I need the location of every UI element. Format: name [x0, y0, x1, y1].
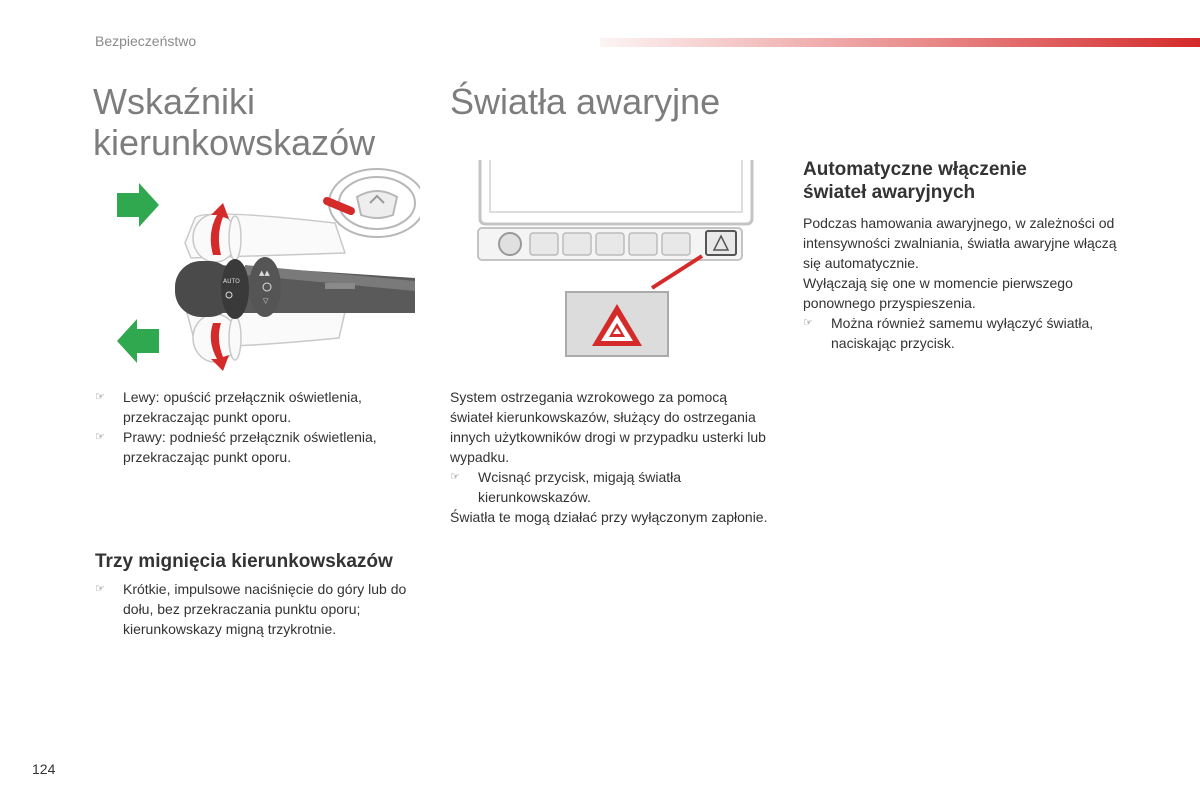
pointing-hand-icon: ☞ — [95, 583, 105, 595]
dash-button-5 — [662, 233, 690, 255]
turn-signal-instructions — [95, 387, 415, 467]
svg-text:▲▲: ▲▲ — [259, 269, 270, 277]
pointing-hand-icon: ☞ — [450, 471, 460, 483]
dash-button-2 — [563, 233, 591, 255]
bullet-left — [95, 387, 415, 427]
hazard-paragraph-1: System ostrzegania wzrokowego za pomocą świateł kierunkowskazów, służący do ostrzegania innych użytkowników drogi w przypadku usterki lub wypadku. — [450, 389, 766, 465]
volume-knob — [499, 233, 521, 255]
auto-paragraph-2: Wyłączają się one w momencie pierwszego ponownego przyspieszenia. — [803, 275, 1073, 311]
stalk-up-position — [185, 214, 345, 262]
heading-automatic-hazard — [803, 158, 1143, 204]
three-flashes-instructions — [95, 579, 420, 639]
pointing-hand-icon: ☞ — [95, 391, 105, 403]
green-arrow-right-icon — [117, 183, 159, 227]
dash-button-1 — [530, 233, 558, 255]
bullet-hazard-press — [450, 467, 770, 507]
pointing-hand-icon: ☞ — [803, 317, 813, 329]
automatic-hazard-description — [803, 213, 1133, 353]
bullet-three-flashes — [95, 579, 420, 639]
light-stalk-main — [175, 257, 415, 319]
svg-text:▽: ▽ — [263, 297, 269, 305]
bullet-auto-off — [803, 313, 1133, 353]
steering-wheel-icon — [329, 169, 420, 237]
bullet-right-text: Prawy: podnieść przełącznik oświetlenia, przekraczając punkt oporu. — [123, 429, 377, 465]
dash-button-4 — [629, 233, 657, 255]
heading-line-1: Automatyczne włączenie — [803, 159, 1027, 180]
section-label: Bezpieczeństwo — [95, 33, 197, 49]
auto-paragraph-1: Podczas hamowania awaryjnego, w zależności od intensywności zwalniania, światła awaryjne włączą się automatycznie. — [803, 215, 1117, 271]
bullet-right — [95, 427, 415, 467]
green-arrow-left-icon — [117, 319, 159, 363]
hazard-paragraph-2: Światła te mogą działać przy wyłączonym zapłonie. — [450, 509, 768, 525]
hazard-lights-description — [450, 387, 770, 527]
subheading-three-flashes: Trzy mignięcia kierunkowskazów — [95, 551, 393, 572]
bullet-three-flashes-text: Krótkie, impulsowe naciśnięcie do góry lub do dołu, bez przekraczania punktu oporu; kierunkowskazy migną trzykrotnie. — [123, 581, 407, 637]
stalk-auto-label: AUTO — [223, 278, 240, 285]
dash-button-3 — [596, 233, 624, 255]
page-number: 124 — [32, 761, 56, 777]
hazard-button-illustration — [470, 160, 770, 360]
title-line-1: Wskaźniki — [93, 81, 256, 122]
heading-line-2: świateł awaryjnych — [803, 182, 976, 203]
stalk-illustration — [95, 163, 420, 373]
page-title-hazard-lights: Światła awaryjne — [450, 81, 721, 122]
bullet-left-text: Lewy: opuścić przełącznik oświetlenia, przekraczając punkt oporu. — [123, 389, 362, 425]
header-accent-bar — [600, 38, 1200, 47]
bullet-hazard-press-text: Wcisnąć przycisk, migają światła kierunkowskazów. — [478, 469, 682, 505]
pointing-hand-icon: ☞ — [95, 431, 105, 443]
bullet-auto-off-text: Można również samemu wyłączyć światła, naciskając przycisk. — [831, 315, 1094, 351]
display-frame — [480, 160, 752, 224]
title-line-2: kierunkowskazów — [93, 122, 376, 163]
page-title-turn-signals — [93, 81, 433, 163]
